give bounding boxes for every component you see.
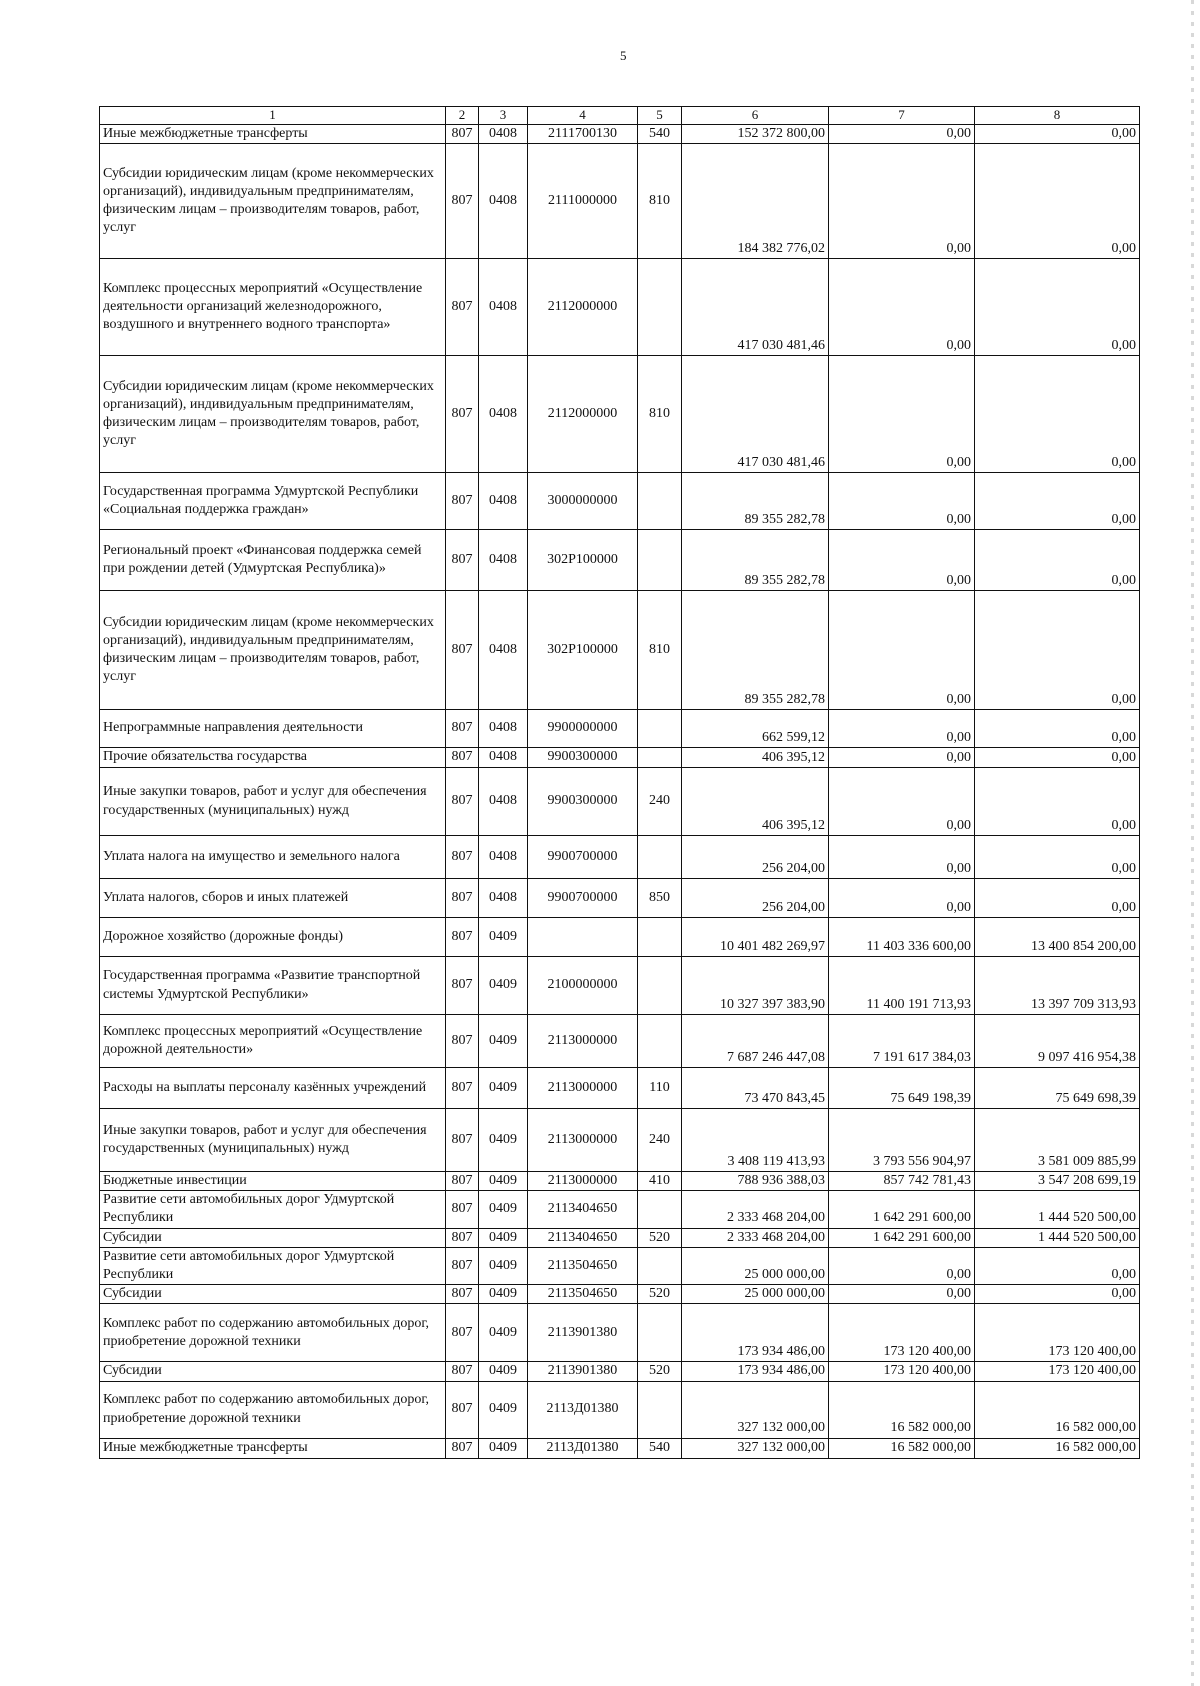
- row-code-target: 2113504650: [528, 1247, 638, 1284]
- row-amount-col7: 16 582 000,00: [829, 1381, 975, 1438]
- row-amount-col7: 11 403 336 600,00: [829, 918, 975, 957]
- row-code-section: 0409: [479, 1228, 528, 1247]
- row-amount-col6: 73 470 843,45: [682, 1068, 829, 1109]
- row-code-ministry: 807: [446, 918, 479, 957]
- row-code-ministry: 807: [446, 1015, 479, 1068]
- table-row: [100, 1381, 1140, 1438]
- header-cell: 3: [479, 107, 528, 125]
- row-code-expense-type: [638, 1191, 682, 1228]
- scan-edge: [1191, 0, 1194, 1686]
- row-amount-col8: 3 547 208 699,19: [975, 1172, 1140, 1191]
- table-row: [100, 473, 1140, 530]
- row-code-expense-type: 110: [638, 1068, 682, 1109]
- row-amount-col6: 25 000 000,00: [682, 1285, 829, 1304]
- row-code-section: 0409: [479, 1304, 528, 1362]
- row-code-ministry: 807: [446, 957, 479, 1015]
- row-name: Развитие сети автомобильных дорог Удмуртской Республики: [100, 1247, 446, 1284]
- row-amount-col6: 406 395,12: [682, 748, 829, 768]
- row-name: Субсидии юридическим лицам (кроме некоммерческих организаций), индивидуальным предпринимателям, физическим лицам – производителям товаров, работ, услуг: [100, 591, 446, 710]
- header-cell: 1: [100, 107, 446, 125]
- row-code-section: 0409: [479, 1381, 528, 1438]
- row-code-target: 2113000000: [528, 1172, 638, 1191]
- row-code-section: 0408: [479, 748, 528, 768]
- row-code-ministry: 807: [446, 473, 479, 530]
- row-code-ministry: 807: [446, 259, 479, 356]
- row-code-section: 0409: [479, 1172, 528, 1191]
- table-row: [100, 1438, 1140, 1458]
- row-amount-col6: 2 333 468 204,00: [682, 1228, 829, 1247]
- row-amount-col6: 406 395,12: [682, 768, 829, 836]
- row-code-ministry: 807: [446, 1109, 479, 1172]
- row-amount-col7: 857 742 781,43: [829, 1172, 975, 1191]
- row-code-ministry: 807: [446, 879, 479, 918]
- row-code-ministry: 807: [446, 836, 479, 879]
- row-code-target: 2113Д01380: [528, 1438, 638, 1458]
- table-row: [100, 1172, 1140, 1191]
- row-code-target: 2113504650: [528, 1285, 638, 1304]
- row-amount-col6: 10 401 482 269,97: [682, 918, 829, 957]
- row-name: Государственная программа Удмуртской Республики «Социальная поддержка граждан»: [100, 473, 446, 530]
- row-amount-col8: 9 097 416 954,38: [975, 1015, 1140, 1068]
- header-cell: 5: [638, 107, 682, 125]
- row-amount-col6: 662 599,12: [682, 710, 829, 748]
- row-code-ministry: 807: [446, 591, 479, 710]
- row-amount-col6: 788 936 388,03: [682, 1172, 829, 1191]
- row-code-target: 2113000000: [528, 1068, 638, 1109]
- table-row: [100, 1362, 1140, 1381]
- row-amount-col7: 173 120 400,00: [829, 1304, 975, 1362]
- table-row: [100, 957, 1140, 1015]
- row-code-section: 0408: [479, 768, 528, 836]
- row-code-target: 9900000000: [528, 710, 638, 748]
- row-code-expense-type: 240: [638, 768, 682, 836]
- header-cell: 2: [446, 107, 479, 125]
- row-amount-col7: 0,00: [829, 710, 975, 748]
- header-cell: 6: [682, 107, 829, 125]
- row-amount-col7: 11 400 191 713,93: [829, 957, 975, 1015]
- row-amount-col6: 184 382 776,02: [682, 144, 829, 259]
- row-name: Комплекс работ по содержанию автомобильных дорог, приобретение дорожной техники: [100, 1381, 446, 1438]
- row-code-ministry: 807: [446, 1228, 479, 1247]
- row-amount-col7: 0,00: [829, 591, 975, 710]
- header-cell: 8: [975, 107, 1140, 125]
- row-code-ministry: 807: [446, 710, 479, 748]
- row-amount-col6: 152 372 800,00: [682, 124, 829, 143]
- row-amount-col7: 0,00: [829, 879, 975, 918]
- row-code-section: 0409: [479, 1109, 528, 1172]
- row-code-ministry: 807: [446, 1191, 479, 1228]
- row-amount-col8: 0,00: [975, 124, 1140, 143]
- row-amount-col6: 25 000 000,00: [682, 1247, 829, 1284]
- row-code-expense-type: [638, 957, 682, 1015]
- row-amount-col6: 256 204,00: [682, 879, 829, 918]
- table-row: [100, 1191, 1140, 1228]
- table-row: [100, 1228, 1140, 1247]
- row-code-ministry: 807: [446, 124, 479, 143]
- row-code-section: 0408: [479, 836, 528, 879]
- row-code-target: 2113404650: [528, 1191, 638, 1228]
- row-amount-col7: 0,00: [829, 748, 975, 768]
- row-name: Субсидии юридическим лицам (кроме некоммерческих организаций), индивидуальным предпринимателям, физическим лицам – производителям товаров, работ, услуг: [100, 144, 446, 259]
- row-code-target: 9900700000: [528, 879, 638, 918]
- row-code-ministry: 807: [446, 768, 479, 836]
- row-code-section: 0409: [479, 1068, 528, 1109]
- row-code-section: 0408: [479, 879, 528, 918]
- row-code-section: 0409: [479, 1015, 528, 1068]
- row-name: Субсидии: [100, 1228, 446, 1247]
- row-code-target: 9900300000: [528, 768, 638, 836]
- row-amount-col6: 7 687 246 447,08: [682, 1015, 829, 1068]
- header-cell: 4: [528, 107, 638, 125]
- table-row: [100, 1015, 1140, 1068]
- row-amount-col6: 327 132 000,00: [682, 1381, 829, 1438]
- table-row: [100, 356, 1140, 473]
- row-name: Комплекс работ по содержанию автомобильных дорог, приобретение дорожной техники: [100, 1304, 446, 1362]
- row-name: Субсидии юридическим лицам (кроме некоммерческих организаций), индивидуальным предпринимателям, физическим лицам – производителям товаров, работ, услуг: [100, 356, 446, 473]
- table-row: [100, 748, 1140, 768]
- row-name: Комплекс процессных мероприятий «Осуществление дорожной деятельности»: [100, 1015, 446, 1068]
- row-code-section: 0409: [479, 1438, 528, 1458]
- row-name: Бюджетные инвестиции: [100, 1172, 446, 1191]
- row-code-ministry: 807: [446, 1172, 479, 1191]
- row-code-expense-type: [638, 918, 682, 957]
- row-code-target: [528, 918, 638, 957]
- row-amount-col8: 0,00: [975, 710, 1140, 748]
- row-code-expense-type: 240: [638, 1109, 682, 1172]
- row-code-expense-type: 520: [638, 1362, 682, 1381]
- row-code-section: 0409: [479, 1285, 528, 1304]
- row-code-ministry: 807: [446, 748, 479, 768]
- row-amount-col6: 417 030 481,46: [682, 356, 829, 473]
- row-code-section: 0408: [479, 356, 528, 473]
- row-code-expense-type: [638, 473, 682, 530]
- row-code-expense-type: 540: [638, 1438, 682, 1458]
- row-name: Иные межбюджетные трансферты: [100, 1438, 446, 1458]
- row-amount-col6: 3 408 119 413,93: [682, 1109, 829, 1172]
- row-amount-col7: 0,00: [829, 144, 975, 259]
- row-amount-col6: 89 355 282,78: [682, 530, 829, 591]
- row-amount-col6: 173 934 486,00: [682, 1362, 829, 1381]
- row-amount-col7: 7 191 617 384,03: [829, 1015, 975, 1068]
- row-amount-col7: 173 120 400,00: [829, 1362, 975, 1381]
- row-code-section: 0408: [479, 144, 528, 259]
- row-code-expense-type: [638, 710, 682, 748]
- row-code-expense-type: 520: [638, 1228, 682, 1247]
- table-row: [100, 1109, 1140, 1172]
- row-amount-col7: 0,00: [829, 530, 975, 591]
- row-code-section: 0408: [479, 473, 528, 530]
- row-code-expense-type: [638, 530, 682, 591]
- row-amount-col8: 75 649 698,39: [975, 1068, 1140, 1109]
- row-code-target: 302P100000: [528, 591, 638, 710]
- table-row: [100, 879, 1140, 918]
- row-code-target: 2100000000: [528, 957, 638, 1015]
- row-amount-col6: 89 355 282,78: [682, 591, 829, 710]
- row-code-ministry: 807: [446, 356, 479, 473]
- table-row: [100, 836, 1140, 879]
- row-code-ministry: 807: [446, 1381, 479, 1438]
- row-amount-col7: 0,00: [829, 768, 975, 836]
- row-name: Иные закупки товаров, работ и услуг для обеспечения государственных (муниципальных) нужд: [100, 768, 446, 836]
- row-amount-col7: 0,00: [829, 356, 975, 473]
- table-row: [100, 710, 1140, 748]
- row-code-target: 302P100000: [528, 530, 638, 591]
- row-code-expense-type: [638, 1381, 682, 1438]
- row-code-ministry: 807: [446, 530, 479, 591]
- row-code-expense-type: [638, 748, 682, 768]
- row-code-expense-type: [638, 1015, 682, 1068]
- row-amount-col8: 0,00: [975, 144, 1140, 259]
- row-name: Субсидии: [100, 1362, 446, 1381]
- row-code-section: 0408: [479, 710, 528, 748]
- row-code-expense-type: [638, 1304, 682, 1362]
- row-amount-col7: 3 793 556 904,97: [829, 1109, 975, 1172]
- row-code-target: 2113901380: [528, 1362, 638, 1381]
- row-amount-col7: 0,00: [829, 259, 975, 356]
- table-row: [100, 259, 1140, 356]
- row-code-target: 2113000000: [528, 1015, 638, 1068]
- row-code-section: 0409: [479, 918, 528, 957]
- row-code-expense-type: [638, 259, 682, 356]
- row-amount-col8: 0,00: [975, 1247, 1140, 1284]
- row-code-section: 0408: [479, 591, 528, 710]
- row-code-expense-type: 810: [638, 144, 682, 259]
- row-code-ministry: 807: [446, 1362, 479, 1381]
- row-code-section: 0409: [479, 1191, 528, 1228]
- table-row: [100, 1247, 1140, 1284]
- row-amount-col8: 16 582 000,00: [975, 1381, 1140, 1438]
- row-amount-col8: 3 581 009 885,99: [975, 1109, 1140, 1172]
- row-amount-col7: 0,00: [829, 473, 975, 530]
- row-code-expense-type: 850: [638, 879, 682, 918]
- row-code-ministry: 807: [446, 1304, 479, 1362]
- row-amount-col6: 327 132 000,00: [682, 1438, 829, 1458]
- table-row: [100, 530, 1140, 591]
- row-amount-col8: 0,00: [975, 591, 1140, 710]
- row-code-ministry: 807: [446, 1068, 479, 1109]
- row-amount-col7: 1 642 291 600,00: [829, 1191, 975, 1228]
- row-code-target: 2111000000: [528, 144, 638, 259]
- row-name: Иные закупки товаров, работ и услуг для обеспечения государственных (муниципальных) нужд: [100, 1109, 446, 1172]
- row-code-expense-type: [638, 836, 682, 879]
- row-name: Уплата налогов, сборов и иных платежей: [100, 879, 446, 918]
- row-amount-col8: 0,00: [975, 879, 1140, 918]
- row-code-section: 0409: [479, 957, 528, 1015]
- row-amount-col8: 16 582 000,00: [975, 1438, 1140, 1458]
- row-amount-col6: 10 327 397 383,90: [682, 957, 829, 1015]
- header-row: [100, 107, 1140, 125]
- row-code-section: 0408: [479, 530, 528, 591]
- row-amount-col6: 417 030 481,46: [682, 259, 829, 356]
- row-amount-col7: 0,00: [829, 1285, 975, 1304]
- row-amount-col8: 173 120 400,00: [975, 1362, 1140, 1381]
- row-amount-col7: 75 649 198,39: [829, 1068, 975, 1109]
- row-amount-col8: 13 400 854 200,00: [975, 918, 1140, 957]
- budget-table: [99, 106, 1140, 1459]
- row-code-expense-type: 520: [638, 1285, 682, 1304]
- row-code-target: 2112000000: [528, 259, 638, 356]
- table-row: [100, 768, 1140, 836]
- row-amount-col7: 0,00: [829, 124, 975, 143]
- row-name: Непрограммные направления деятельности: [100, 710, 446, 748]
- row-code-target: 2111700130: [528, 124, 638, 143]
- row-code-target: 2113404650: [528, 1228, 638, 1247]
- row-code-section: 0408: [479, 259, 528, 356]
- row-amount-col6: 256 204,00: [682, 836, 829, 879]
- row-amount-col8: 0,00: [975, 473, 1140, 530]
- row-name: Прочие обязательства государства: [100, 748, 446, 768]
- row-amount-col6: 89 355 282,78: [682, 473, 829, 530]
- row-name: Иные межбюджетные трансферты: [100, 124, 446, 143]
- table-row: [100, 918, 1140, 957]
- table-row: [100, 124, 1140, 143]
- table-row: [100, 1304, 1140, 1362]
- row-amount-col8: 0,00: [975, 259, 1140, 356]
- row-code-ministry: 807: [446, 1285, 479, 1304]
- row-code-section: 0409: [479, 1247, 528, 1284]
- row-amount-col8: 0,00: [975, 530, 1140, 591]
- row-code-expense-type: 810: [638, 356, 682, 473]
- page-number: 5: [620, 48, 627, 63]
- row-code-target: 2113Д01380: [528, 1381, 638, 1438]
- row-amount-col8: 1 444 520 500,00: [975, 1228, 1140, 1247]
- row-amount-col7: 16 582 000,00: [829, 1438, 975, 1458]
- table-row: [100, 1068, 1140, 1109]
- row-code-expense-type: 410: [638, 1172, 682, 1191]
- row-code-expense-type: 540: [638, 124, 682, 143]
- row-amount-col8: 13 397 709 313,93: [975, 957, 1140, 1015]
- row-code-expense-type: [638, 1247, 682, 1284]
- row-name: Расходы на выплаты персоналу казённых учреждений: [100, 1068, 446, 1109]
- row-amount-col8: 0,00: [975, 836, 1140, 879]
- row-name: Государственная программа «Развитие транспортной системы Удмуртской Республики»: [100, 957, 446, 1015]
- row-code-ministry: 807: [446, 144, 479, 259]
- row-name: Субсидии: [100, 1285, 446, 1304]
- row-amount-col6: 173 934 486,00: [682, 1304, 829, 1362]
- row-code-section: 0409: [479, 1362, 528, 1381]
- row-amount-col8: 1 444 520 500,00: [975, 1191, 1140, 1228]
- row-code-target: 2113000000: [528, 1109, 638, 1172]
- row-amount-col7: 0,00: [829, 1247, 975, 1284]
- row-amount-col8: 0,00: [975, 1285, 1140, 1304]
- row-name: Дорожное хозяйство (дорожные фонды): [100, 918, 446, 957]
- row-code-target: 2112000000: [528, 356, 638, 473]
- row-name: Комплекс процессных мероприятий «Осуществление деятельности организаций железнодорожного, воздушного и внутреннего водного транспорта»: [100, 259, 446, 356]
- row-name: Развитие сети автомобильных дорог Удмуртской Республики: [100, 1191, 446, 1228]
- table-row: [100, 591, 1140, 710]
- row-code-target: 3000000000: [528, 473, 638, 530]
- row-amount-col6: 2 333 468 204,00: [682, 1191, 829, 1228]
- row-amount-col8: 0,00: [975, 748, 1140, 768]
- row-code-target: 9900700000: [528, 836, 638, 879]
- table-row: [100, 144, 1140, 259]
- table-row: [100, 1285, 1140, 1304]
- row-amount-col8: 0,00: [975, 356, 1140, 473]
- row-code-expense-type: 810: [638, 591, 682, 710]
- row-amount-col7: 1 642 291 600,00: [829, 1228, 975, 1247]
- row-code-ministry: 807: [446, 1247, 479, 1284]
- row-code-ministry: 807: [446, 1438, 479, 1458]
- header-cell: 7: [829, 107, 975, 125]
- row-code-section: 0408: [479, 124, 528, 143]
- row-name: Уплата налога на имущество и земельного налога: [100, 836, 446, 879]
- row-amount-col8: 173 120 400,00: [975, 1304, 1140, 1362]
- row-amount-col8: 0,00: [975, 768, 1140, 836]
- row-name: Региональный проект «Финансовая поддержка семей при рождении детей (Удмуртская Республика)»: [100, 530, 446, 591]
- row-code-target: 9900300000: [528, 748, 638, 768]
- row-amount-col7: 0,00: [829, 836, 975, 879]
- row-code-target: 2113901380: [528, 1304, 638, 1362]
